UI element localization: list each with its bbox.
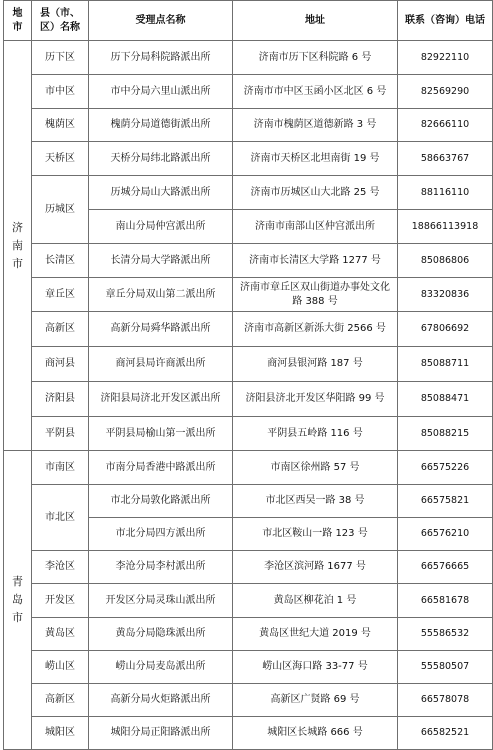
header-office: 受理点名称 <box>89 1 233 41</box>
phone-cell: 55580507 <box>398 651 493 684</box>
county-cell: 开发区 <box>32 584 89 618</box>
county-cell: 李沧区 <box>32 551 89 584</box>
header-phone: 联系（咨询）电话 <box>398 1 493 41</box>
address-cell: 济南市历下区科院路 6 号 <box>233 41 398 75</box>
address-cell: 黄岛区柳花泊 1 号 <box>233 584 398 618</box>
header-county: 县（市、区）名称 <box>32 1 89 41</box>
office-cell: 天桥分局纬北路派出所 <box>89 142 233 176</box>
phone-cell: 66576210 <box>398 518 493 551</box>
address-cell: 平阴县五岭路 116 号 <box>233 417 398 451</box>
office-cell: 市南分局香港中路派出所 <box>89 451 233 485</box>
table-row <box>4 485 493 518</box>
table-row <box>4 244 493 278</box>
city-cell-jinan <box>4 41 32 451</box>
county-cell: 天桥区 <box>32 142 89 176</box>
office-table <box>3 0 493 750</box>
office-cell: 崂山分局麦岛派出所 <box>89 651 233 684</box>
county-cell: 市南区 <box>32 451 89 485</box>
county-cell: 市中区 <box>32 75 89 109</box>
phone-cell: 85088215 <box>398 417 493 451</box>
address-cell: 市南区徐州路 57 号 <box>233 451 398 485</box>
office-cell: 历城分局山大路派出所 <box>89 176 233 210</box>
table-row <box>4 347 493 382</box>
phone-cell: 82569290 <box>398 75 493 109</box>
office-cell: 长清分局大学路派出所 <box>89 244 233 278</box>
header-address: 地址 <box>233 1 398 41</box>
county-cell: 长清区 <box>32 244 89 278</box>
address-cell: 城阳区长城路 666 号 <box>233 717 398 750</box>
office-cell: 商河县局许商派出所 <box>89 347 233 382</box>
address-cell: 黄岛区世纪大道 2019 号 <box>233 618 398 651</box>
phone-cell: 85088711 <box>398 347 493 382</box>
office-cell: 黄岛分局隐珠派出所 <box>89 618 233 651</box>
city-cell-qingdao <box>4 451 32 750</box>
address-cell: 崂山区海口路 33-77 号 <box>233 651 398 684</box>
county-cell: 槐荫区 <box>32 109 89 142</box>
phone-cell: 66582521 <box>398 717 493 750</box>
table-row <box>4 551 493 584</box>
office-cell: 平阴县局榆山第一派出所 <box>89 417 233 451</box>
address-cell: 济南市南部山区仲宫派出所 <box>233 210 398 244</box>
office-cell: 高新分局火炬路派出所 <box>89 684 233 717</box>
phone-cell: 67806692 <box>398 312 493 347</box>
table-row <box>4 142 493 176</box>
table-row <box>4 651 493 684</box>
phone-cell: 18866113918 <box>398 210 493 244</box>
address-cell: 济南市历城区山大北路 25 号 <box>233 176 398 210</box>
address-cell: 济南市长清区大学路 1277 号 <box>233 244 398 278</box>
office-cell: 南山分局仲宫派出所 <box>89 210 233 244</box>
table-row <box>4 382 493 417</box>
table-row <box>4 75 493 109</box>
county-cell: 黄岛区 <box>32 618 89 651</box>
phone-cell: 82922110 <box>398 41 493 75</box>
county-cell: 章丘区 <box>32 278 89 312</box>
table-row <box>4 417 493 451</box>
county-cell: 市北区 <box>32 485 89 551</box>
table-row <box>4 684 493 717</box>
header-row <box>4 1 493 41</box>
county-cell: 高新区 <box>32 684 89 717</box>
address-cell: 高新区广贤路 69 号 <box>233 684 398 717</box>
county-cell: 城阳区 <box>32 717 89 750</box>
office-table-wrapper <box>3 0 492 750</box>
office-cell: 市北分局敦化路派出所 <box>89 485 233 518</box>
phone-cell: 66576665 <box>398 551 493 584</box>
table-row <box>4 584 493 618</box>
table-row <box>4 312 493 347</box>
address-cell: 济南市槐荫区道德新路 3 号 <box>233 109 398 142</box>
phone-cell: 85088471 <box>398 382 493 417</box>
county-cell: 历下区 <box>32 41 89 75</box>
phone-cell: 82666110 <box>398 109 493 142</box>
phone-cell: 85086806 <box>398 244 493 278</box>
address-cell: 市北区西吴一路 38 号 <box>233 485 398 518</box>
office-cell: 高新分局舜华路派出所 <box>89 312 233 347</box>
county-cell: 平阴县 <box>32 417 89 451</box>
city-name: 青岛市 <box>12 575 23 624</box>
county-cell: 崂山区 <box>32 651 89 684</box>
address-cell: 商河县银河路 187 号 <box>233 347 398 382</box>
office-cell: 市北分局四方派出所 <box>89 518 233 551</box>
header-city: 地市 <box>4 1 32 41</box>
address-cell: 济南市市中区玉函小区北区 6 号 <box>233 75 398 109</box>
phone-cell: 66581678 <box>398 584 493 618</box>
phone-cell: 55586532 <box>398 618 493 651</box>
address-cell: 李沧区滨河路 1677 号 <box>233 551 398 584</box>
office-cell: 历下分局科院路派出所 <box>89 41 233 75</box>
county-cell: 商河县 <box>32 347 89 382</box>
office-cell: 李沧分局李村派出所 <box>89 551 233 584</box>
phone-cell: 58663767 <box>398 142 493 176</box>
county-cell: 济阳县 <box>32 382 89 417</box>
address-cell: 济南市天桥区北坦南街 19 号 <box>233 142 398 176</box>
office-cell: 槐荫分局道德街派出所 <box>89 109 233 142</box>
table-row <box>4 109 493 142</box>
address-cell: 济阳县济北开发区华阳路 99 号 <box>233 382 398 417</box>
address-cell: 市北区鞍山一路 123 号 <box>233 518 398 551</box>
office-cell: 市中分局六里山派出所 <box>89 75 233 109</box>
office-cell: 城阳分局正阳路派出所 <box>89 717 233 750</box>
phone-cell: 66575821 <box>398 485 493 518</box>
phone-cell: 88116110 <box>398 176 493 210</box>
table-row <box>4 278 493 312</box>
table-row <box>4 451 493 485</box>
phone-cell: 66578078 <box>398 684 493 717</box>
address-cell: 济南市高新区新泺大街 2566 号 <box>233 312 398 347</box>
table-row <box>4 618 493 651</box>
office-cell: 章丘分局双山第二派出所 <box>89 278 233 312</box>
office-cell: 开发区分局灵珠山派出所 <box>89 584 233 618</box>
address-cell: 济南市章丘区双山街道办事处文化路 388 号 <box>233 278 398 312</box>
table-row <box>4 176 493 210</box>
county-cell: 历城区 <box>32 176 89 244</box>
table-row <box>4 41 493 75</box>
office-cell: 济阳县局济北开发区派出所 <box>89 382 233 417</box>
phone-cell: 66575226 <box>398 451 493 485</box>
phone-cell: 83320836 <box>398 278 493 312</box>
city-name: 济南市 <box>12 220 23 270</box>
county-cell: 高新区 <box>32 312 89 347</box>
